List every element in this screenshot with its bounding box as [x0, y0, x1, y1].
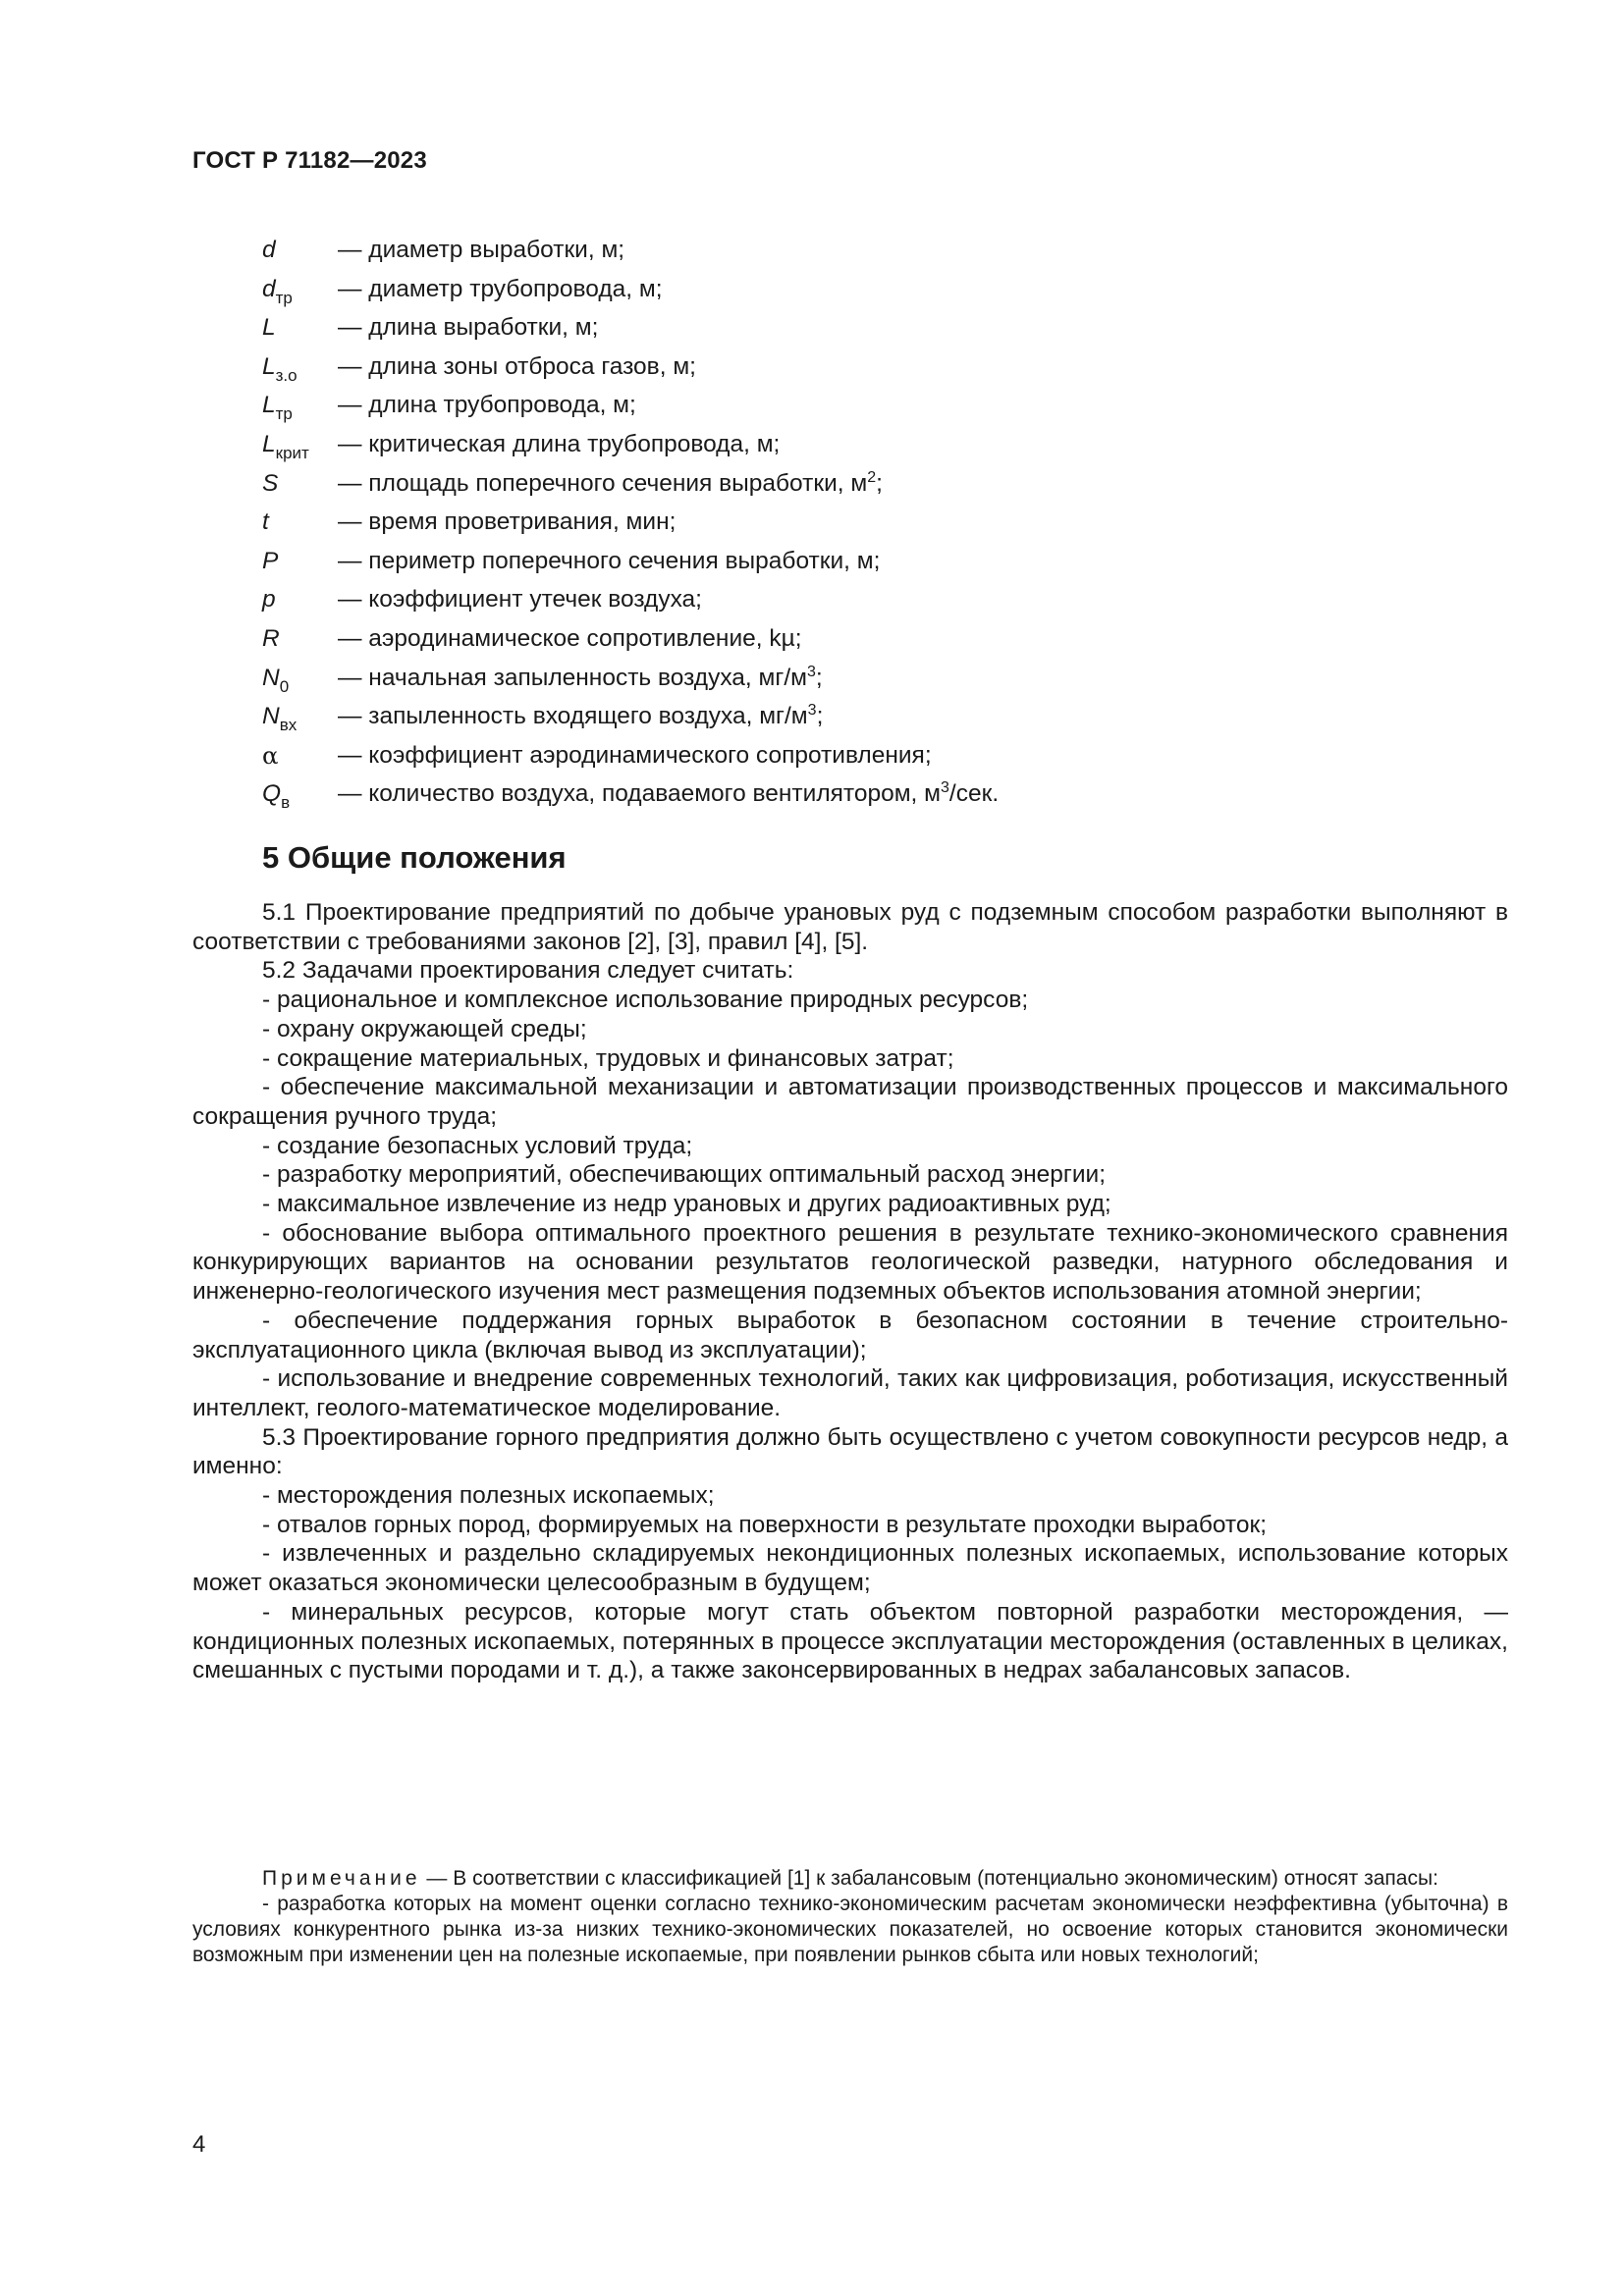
symbol-description: — длина зоны отброса газов, м; [338, 352, 696, 380]
paragraph: 5.2 Задачами проектирования следует считать: [262, 957, 794, 985]
list-item: - месторождения полезных ископаемых; [262, 1482, 715, 1510]
symbol-row [262, 775, 1391, 815]
symbol: $Q_в$ [262, 780, 291, 813]
symbol-row [262, 465, 1391, 505]
symbol-row [262, 232, 1391, 271]
symbol-row [262, 387, 1391, 426]
paragraph: 5.3 Проектирование горного предприятия должно быть осуществлено с учетом совокупности ресурсов недр, а именно: [192, 1423, 1508, 1480]
symbol-description: — время проветривания, мин; [338, 508, 677, 536]
note-item: - разработка которых на момент оценки согласно технико-экономическим расчетам экономически неэффективна (убыточна) в условиях конкурентного рынка из-за низких технико-экономических показателей, но освоение которых становится экономически возможным при изменении цен на полезные ископаемые, при появлении рынков сбыта или новых технологий; [192, 1893, 1508, 1966]
list-item: - максимальное извлечение из недр урановых и других радиоактивных руд; [262, 1191, 1111, 1218]
symbol: $L_{тр}$ [262, 392, 293, 424]
symbol-description: — аэродинамическое сопротивление, kµ; [338, 624, 802, 652]
symbol-row [262, 348, 1391, 388]
symbol: $d_{тр}$ [262, 275, 293, 307]
symbol-row [262, 543, 1391, 582]
symbol: t [262, 508, 269, 536]
symbol-description: — коэффициент аэродинамического сопротивления; [338, 741, 932, 769]
symbol-list [262, 232, 1391, 815]
section-body [192, 898, 1508, 1685]
symbol-description: — критическая длина трубопровода, м; [338, 430, 781, 457]
symbol-description: — начальная запыленность воздуха, $мг/м^3$; [338, 663, 823, 691]
symbol-row [262, 660, 1391, 699]
symbol: $L_{крит}$ [262, 430, 309, 462]
symbol: $L_{з.о}$ [262, 352, 298, 385]
list-item: - отвалов горных пород, формируемых на поверхности в результате проходки выработок; [262, 1511, 1268, 1538]
symbol: P [262, 547, 279, 574]
symbol-description: — площадь поперечного сечения выработки, $м^2$; [338, 468, 883, 497]
list-item: - использование и внедрение современных технологий, таких как цифровизация, роботизация, искусственный интеллект, геолого-математическое моделирование. [192, 1365, 1508, 1421]
symbol-description: — диаметр выработки, м; [338, 237, 625, 263]
symbol-row [262, 504, 1391, 543]
symbol-row [262, 620, 1391, 660]
symbol: S [262, 469, 279, 497]
document-header: ГОСТ Р 71182—2023 [192, 147, 427, 174]
symbol: $N_{вх}$ [262, 703, 298, 735]
list-item: - сокращение материальных, трудовых и финансовых затрат; [262, 1044, 954, 1072]
list-item: - минеральных ресурсов, которые могут стать объектом повторной разработки месторождения, — кондиционных полезных ископаемых, потерянных в процессе эксплуатации месторождения (оставленных в целиках, смешанных с пустыми породами и т. д.), а также законсервированных в недрах забалансовых запасов. [192, 1598, 1508, 1684]
paragraph: 5.1 Проектирование предприятий по добыче урановых руд с подземным способом разработки выполняют в соответствии с требованиями законов [2], [3], правил [4], [5]. [192, 899, 1508, 955]
symbol-row [262, 698, 1391, 737]
note-block [192, 1866, 1508, 1968]
symbol: $N_0$ [262, 664, 290, 696]
note-text: Примечание — В соответствии с классификацией [1] к забалансовым (потенциально экономическим) относят запасы: [262, 1867, 1438, 1890]
list-item: - рациональное и комплексное использование природных ресурсов; [262, 987, 1029, 1014]
symbol: d [262, 237, 276, 263]
symbol-description: — периметр поперечного сечения выработки, м; [338, 547, 881, 574]
symbol: R [262, 624, 280, 652]
symbol-description: — количество воздуха, подаваемого вентилятором, $м^3$/сек. [338, 779, 1000, 808]
symbol-row [262, 309, 1391, 348]
symbol-description: — запыленность входящего воздуха, $мг/м^3$; [338, 702, 824, 730]
note-label: Примечание [262, 1867, 421, 1890]
list-item: - обеспечение максимальной механизации и автоматизации производственных процессов и максимального сокращения ручного труда; [192, 1074, 1508, 1130]
list-item: - обеспечение поддержания горных выработок в безопасном состоянии в течение строительно-эксплуатационного цикла (включая вывод из эксплуатации); [192, 1307, 1508, 1363]
section-title: 5 Общие положения [262, 840, 567, 875]
symbol: L [262, 314, 276, 342]
symbol-row [262, 426, 1391, 465]
list-item: - извлеченных и раздельно складируемых некондиционных полезных ископаемых, использование которых может оказаться экономически целесообразным в будущем; [192, 1540, 1508, 1597]
symbol-description: — длина выработки, м; [338, 314, 599, 342]
symbol-description: — длина трубопровода, м; [338, 392, 636, 419]
symbol-description: — диаметр трубопровода, м; [338, 275, 663, 302]
symbol-row [262, 271, 1391, 310]
symbol: p [262, 586, 276, 614]
symbol-row [262, 581, 1391, 620]
symbol-description: — коэффициент утечек воздуха; [338, 586, 702, 614]
page-number: 4 [192, 2131, 206, 2158]
symbol-row [262, 737, 1391, 776]
list-item: - разработку мероприятий, обеспечивающих оптимальный расход энергии; [262, 1161, 1107, 1189]
list-item: - обоснование выбора оптимального проектного решения в результате технико-экономического сравнения конкурирующих вариантов на основании результатов геологической разведки, натурного обследования и инженерно-геологического изучения мест размещения подземных объектов использования атомной энергии; [192, 1219, 1508, 1306]
symbol: α [262, 740, 279, 770]
list-item: - охрану окружающей среды; [262, 1015, 587, 1042]
list-item: - создание безопасных условий труда; [262, 1132, 693, 1159]
